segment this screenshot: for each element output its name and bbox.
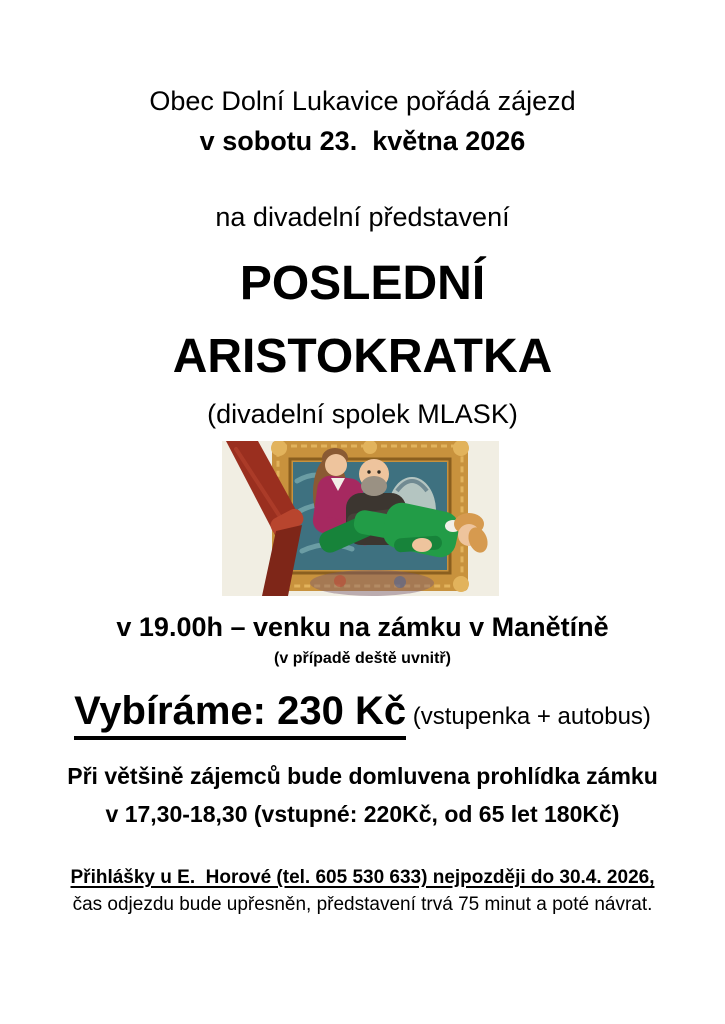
play-promo-photo-illustration [222,441,499,596]
play-title-word1: POSLEDNÍ [239,257,486,310]
price-includes-note: (vstupenka + autobus) [406,703,651,730]
play-title-word2: ARISTOKRATKA [172,330,553,383]
play-promo-photo [222,441,499,596]
blur-color-spot [334,575,346,587]
blurred-foreground [310,570,434,596]
actor-eye [377,470,380,473]
signup-contact-line: Přihlášky u E. Horové (tel. 605 530 633) nejpozději do 30.4. 2026, [70,867,655,888]
rain-note-line: (v případě deště uvnitř) [274,650,451,667]
event-date-line: v sobotu 23. května 2026 [199,126,526,156]
gray-beard [361,476,387,496]
castle-tour-line1: Při většině zájemců bude domluvena prohlídka zámku [67,763,658,789]
blur-color-spot [394,576,406,588]
castle-tour-line2: v 17,30-18,30 (vstupné: 220Kč, od 65 let 180Kč) [105,801,620,827]
venue-time-line: v 19.00h – venku na zámku v Manětíně [116,612,609,642]
frame-corner-flourish [453,576,469,592]
theatre-company-line: (divadelní spolek MLASK) [207,399,518,429]
event-type-line: na divadelní představení [215,202,510,232]
price-line [0,688,725,734]
clasped-hands [412,538,432,552]
actress-face [325,454,347,476]
price-amount: Vybíráme: 230 Kč [74,689,406,740]
organizer-line: Obec Dolní Lukavice pořádá zájezd [149,86,576,116]
departure-info-line: čas odjezdu bude upřesněn, představení trvá 75 minut a poté návrat. [72,894,653,915]
actor-eye [367,470,370,473]
